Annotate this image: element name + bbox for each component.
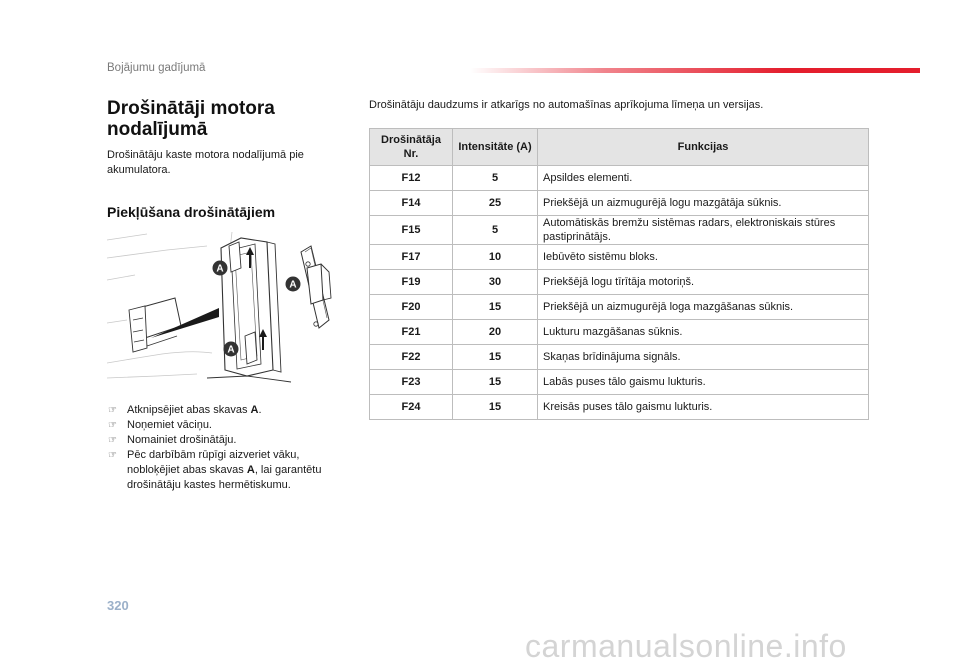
cell-function: Kreisās puses tālo gaismu lukturis. (538, 395, 869, 420)
table-row (370, 191, 869, 216)
table-row (370, 270, 869, 295)
step-text (127, 404, 262, 416)
fuse-box-illustration (107, 228, 347, 388)
arrow-bullet-icon: ☞ (108, 405, 117, 416)
table-row (370, 345, 869, 370)
svg-text:A: A (289, 279, 297, 291)
cell-function: Priekšējā logu tīrītāja motoriņš. (538, 270, 869, 295)
cell-intensity: 20 (453, 320, 538, 345)
step-text (127, 449, 321, 491)
table-row (370, 395, 869, 420)
step-text (127, 434, 236, 446)
svg-text:A: A (216, 263, 224, 275)
fuse-table-body (370, 166, 869, 420)
arrow-bullet-icon: ☞ (108, 450, 117, 461)
clip-reference: A (250, 404, 259, 416)
table-row (370, 166, 869, 191)
table-row (370, 320, 869, 345)
cell-fuse-number: F22 (370, 345, 453, 370)
cell-intensity: 25 (453, 191, 538, 216)
step-text-segment: Pēc darbībām rūpīgi aizveriet vāku, nobloķējiet abas skavas (127, 449, 300, 476)
cell-fuse-number: F20 (370, 295, 453, 320)
fuse-table (369, 128, 869, 420)
cell-fuse-number: F24 (370, 395, 453, 420)
step-text-segment: Noņemiet vāciņu. (127, 419, 212, 431)
step-text (127, 419, 212, 431)
cell-function: Iebūvēto sistēmu bloks. (538, 245, 869, 270)
table-intro: Drošinātāju daudzums ir atkarīgs no automašīnas aprīkojuma līmeņa un versijas. (369, 99, 764, 111)
column-header-fuse-number: Drošinātāja Nr. (370, 129, 453, 166)
cell-intensity: 15 (453, 370, 538, 395)
cell-intensity: 15 (453, 295, 538, 320)
instruction-step (107, 448, 347, 493)
table-row (370, 245, 869, 270)
callout-a-icon (286, 277, 301, 292)
cell-intensity: 30 (453, 270, 538, 295)
step-text-segment: , lai garantētu drošinātāju kastes hermētiskumu. (127, 464, 322, 491)
instruction-steps (107, 403, 347, 493)
cell-function: Skaņas brīdinājuma signāls. (538, 345, 869, 370)
table-row (370, 216, 869, 245)
cell-intensity: 5 (453, 166, 538, 191)
callout-a-icon (224, 342, 239, 357)
instruction-step (107, 418, 347, 433)
cell-function: Labās puses tālo gaismu lukturis. (538, 370, 869, 395)
cell-intensity: 10 (453, 245, 538, 270)
intro-text: Drošinātāju kaste motora nodalījumā pie akumulatora. (107, 149, 304, 176)
step-text-segment: Nomainiet drošinātāju. (127, 434, 237, 446)
arrow-bullet-icon: ☞ (108, 420, 117, 431)
clip-reference: A (246, 464, 255, 476)
step-text-segment: Atknipsējiet abas skavas (127, 404, 251, 416)
column-header-functions: Funkcijas (538, 129, 869, 166)
callout-a-icon (213, 261, 228, 276)
cell-function: Apsildes elementi. (538, 166, 869, 191)
arrow-bullet-icon: ☞ (108, 435, 117, 446)
header-accent-bar (470, 68, 920, 73)
cell-function: Automātiskās bremžu sistēmas radars, elektroniskais stūres pastiprinātājs. (538, 216, 869, 245)
page-number: 320 (107, 598, 129, 613)
column-header-intensity: Intensitāte (A) (453, 129, 538, 166)
cell-fuse-number: F21 (370, 320, 453, 345)
clip-detail-inset (301, 246, 331, 328)
cell-function: Priekšējā un aizmugurējā logu mazgātāja sūknis. (538, 191, 869, 216)
table-row (370, 370, 869, 395)
cell-fuse-number: F14 (370, 191, 453, 216)
cell-function: Lukturu mazgāšanas sūknis. (538, 320, 869, 345)
instruction-step (107, 403, 347, 418)
fuse-table-header (370, 129, 869, 166)
cell-fuse-number: F23 (370, 370, 453, 395)
cell-fuse-number: F15 (370, 216, 453, 245)
svg-text:A: A (227, 344, 235, 356)
page-title: Drošinātāji motora nodalījumā (107, 98, 275, 140)
section-header: Bojājumu gadījumā (107, 62, 206, 74)
cell-intensity: 15 (453, 345, 538, 370)
cell-function: Priekšējā un aizmugurējā loga mazgāšanas sūknis. (538, 295, 869, 320)
instruction-step (107, 433, 347, 448)
battery-block (129, 298, 181, 352)
cell-fuse-number: F17 (370, 245, 453, 270)
table-row (370, 295, 869, 320)
cell-intensity: 5 (453, 216, 538, 245)
cell-fuse-number: F19 (370, 270, 453, 295)
cell-fuse-number: F12 (370, 166, 453, 191)
section-subtitle: Piekļūšana drošinātājiem (107, 204, 276, 220)
step-text-segment: . (258, 404, 262, 416)
watermark: carmanualsonline.info (525, 628, 847, 664)
cell-intensity: 15 (453, 395, 538, 420)
